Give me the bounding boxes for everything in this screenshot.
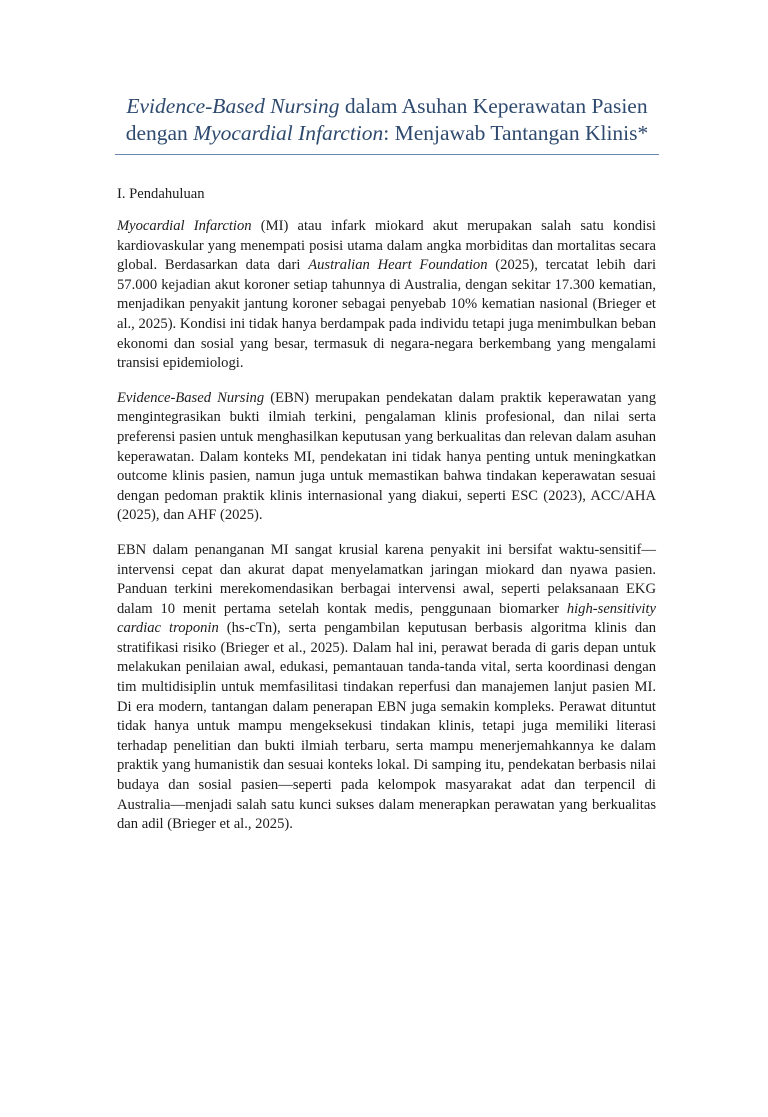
title-term-mi: Myocardial Infarction — [193, 121, 384, 145]
document-title — [115, 93, 659, 155]
paragraph-2: Evidence-Based Nursing (EBN) merupakan pendekatan dalam praktik keperawatan yang mengintegrasikan bukti ilmiah terkini, pengalaman klinis profesional, dan nilai serta preferensi pasien untuk menghasilkan keputusan yang berkualitas dan relevan dalam asuhan keperawatan. Dalam konteks MI, pendekatan ini tidak hanya penting untuk meningkatkan outcome klinis pasien, namun juga untuk memastikan bahwa tindakan keperawatan sesuai dengan pedoman praktik klinis internasional yang diakui, seperti ESC (2023), ACC/AHA (2025), dan AHF (2025). — [117, 389, 656, 524]
title-term-ebn: Evidence-Based Nursing — [126, 94, 340, 118]
paragraph-3: EBN dalam penanganan MI sangat krusial karena penyakit ini bersifat waktu-sensitif—intervensi cepat dan akurat dapat menyelamatkan jaringan miokard dan nyawa pasien. Panduan terkini merekomendasikan berbagai intervensi awal, seperti pelaksanaan EKG dalam 10 menit pertama setelah kontak medis, penggunaan biomarker high-sensitivity cardiac troponin (hs-cTn), serta pengambilan keputusan berbasis algoritma klinis dan stratifikasi risiko (Brieger et al., 2025). Dalam hal ini, perawat berada di garis depan untuk melakukan penilaian awal, edukasi, pemantauan tanda-tanda vital, serta koordinasi dengan tim multidisiplin untuk memfasilitasi tindakan reperfusi dan manajemen lanjut pasien MI. Di era modern, tantangan dalam penerapan EBN juga semakin kompleks. Perawat dituntut tidak hanya untuk mampu mengeksekusi tindakan klinis, tetapi juga memiliki literasi terhadap penelitian dan bukti ilmiah terbaru, serta mampu menerjemahkannya ke dalam praktik yang humanistik dan sesuai konteks lokal. Di samping itu, pendekatan berbasis nilai budaya dan sosial pasien—seperti pada kelompok masyarakat adat dan terpencil di Australia—menjadi salah satu kunci sukses dalam menerapkan perawatan yang berkualitas dan adil (Brieger et al., 2025). — [117, 541, 657, 833]
section-heading: I. Pendahuluan — [117, 186, 205, 202]
paragraph-1: Myocardial Infarction (MI) atau infark miokard akut merupakan salah satu kondisi kardiovaskular yang menempati posisi utama dalam angka morbiditas dan mortalitas secara global. Berdasarkan data dari Australian Heart Foundation (2025), tercatat lebih dari 57.000 kejadian akut koroner setiap tahunnya di Australia, dengan sekitar 17.300 kematian, menjadikan penyakit jantung koroner sebagai penyebab 10% kematian nasional (Brieger et al., 2025). Kondisi ini tidak hanya berdampak pada individu tetapi juga menimbulkan beban ekonomi dan sosial yang besar, termasuk di negara-negara berkembang yang mengalami transisi epidemiologi. — [117, 218, 657, 372]
title-line-2: dengan Myocardial Infarction: Menjawab Tantangan Klinis* — [125, 121, 649, 145]
document-page — [0, 93, 768, 1117]
title-line-1: Evidence-Based Nursing dalam Asuhan Keperawatan Pasien — [126, 94, 648, 118]
